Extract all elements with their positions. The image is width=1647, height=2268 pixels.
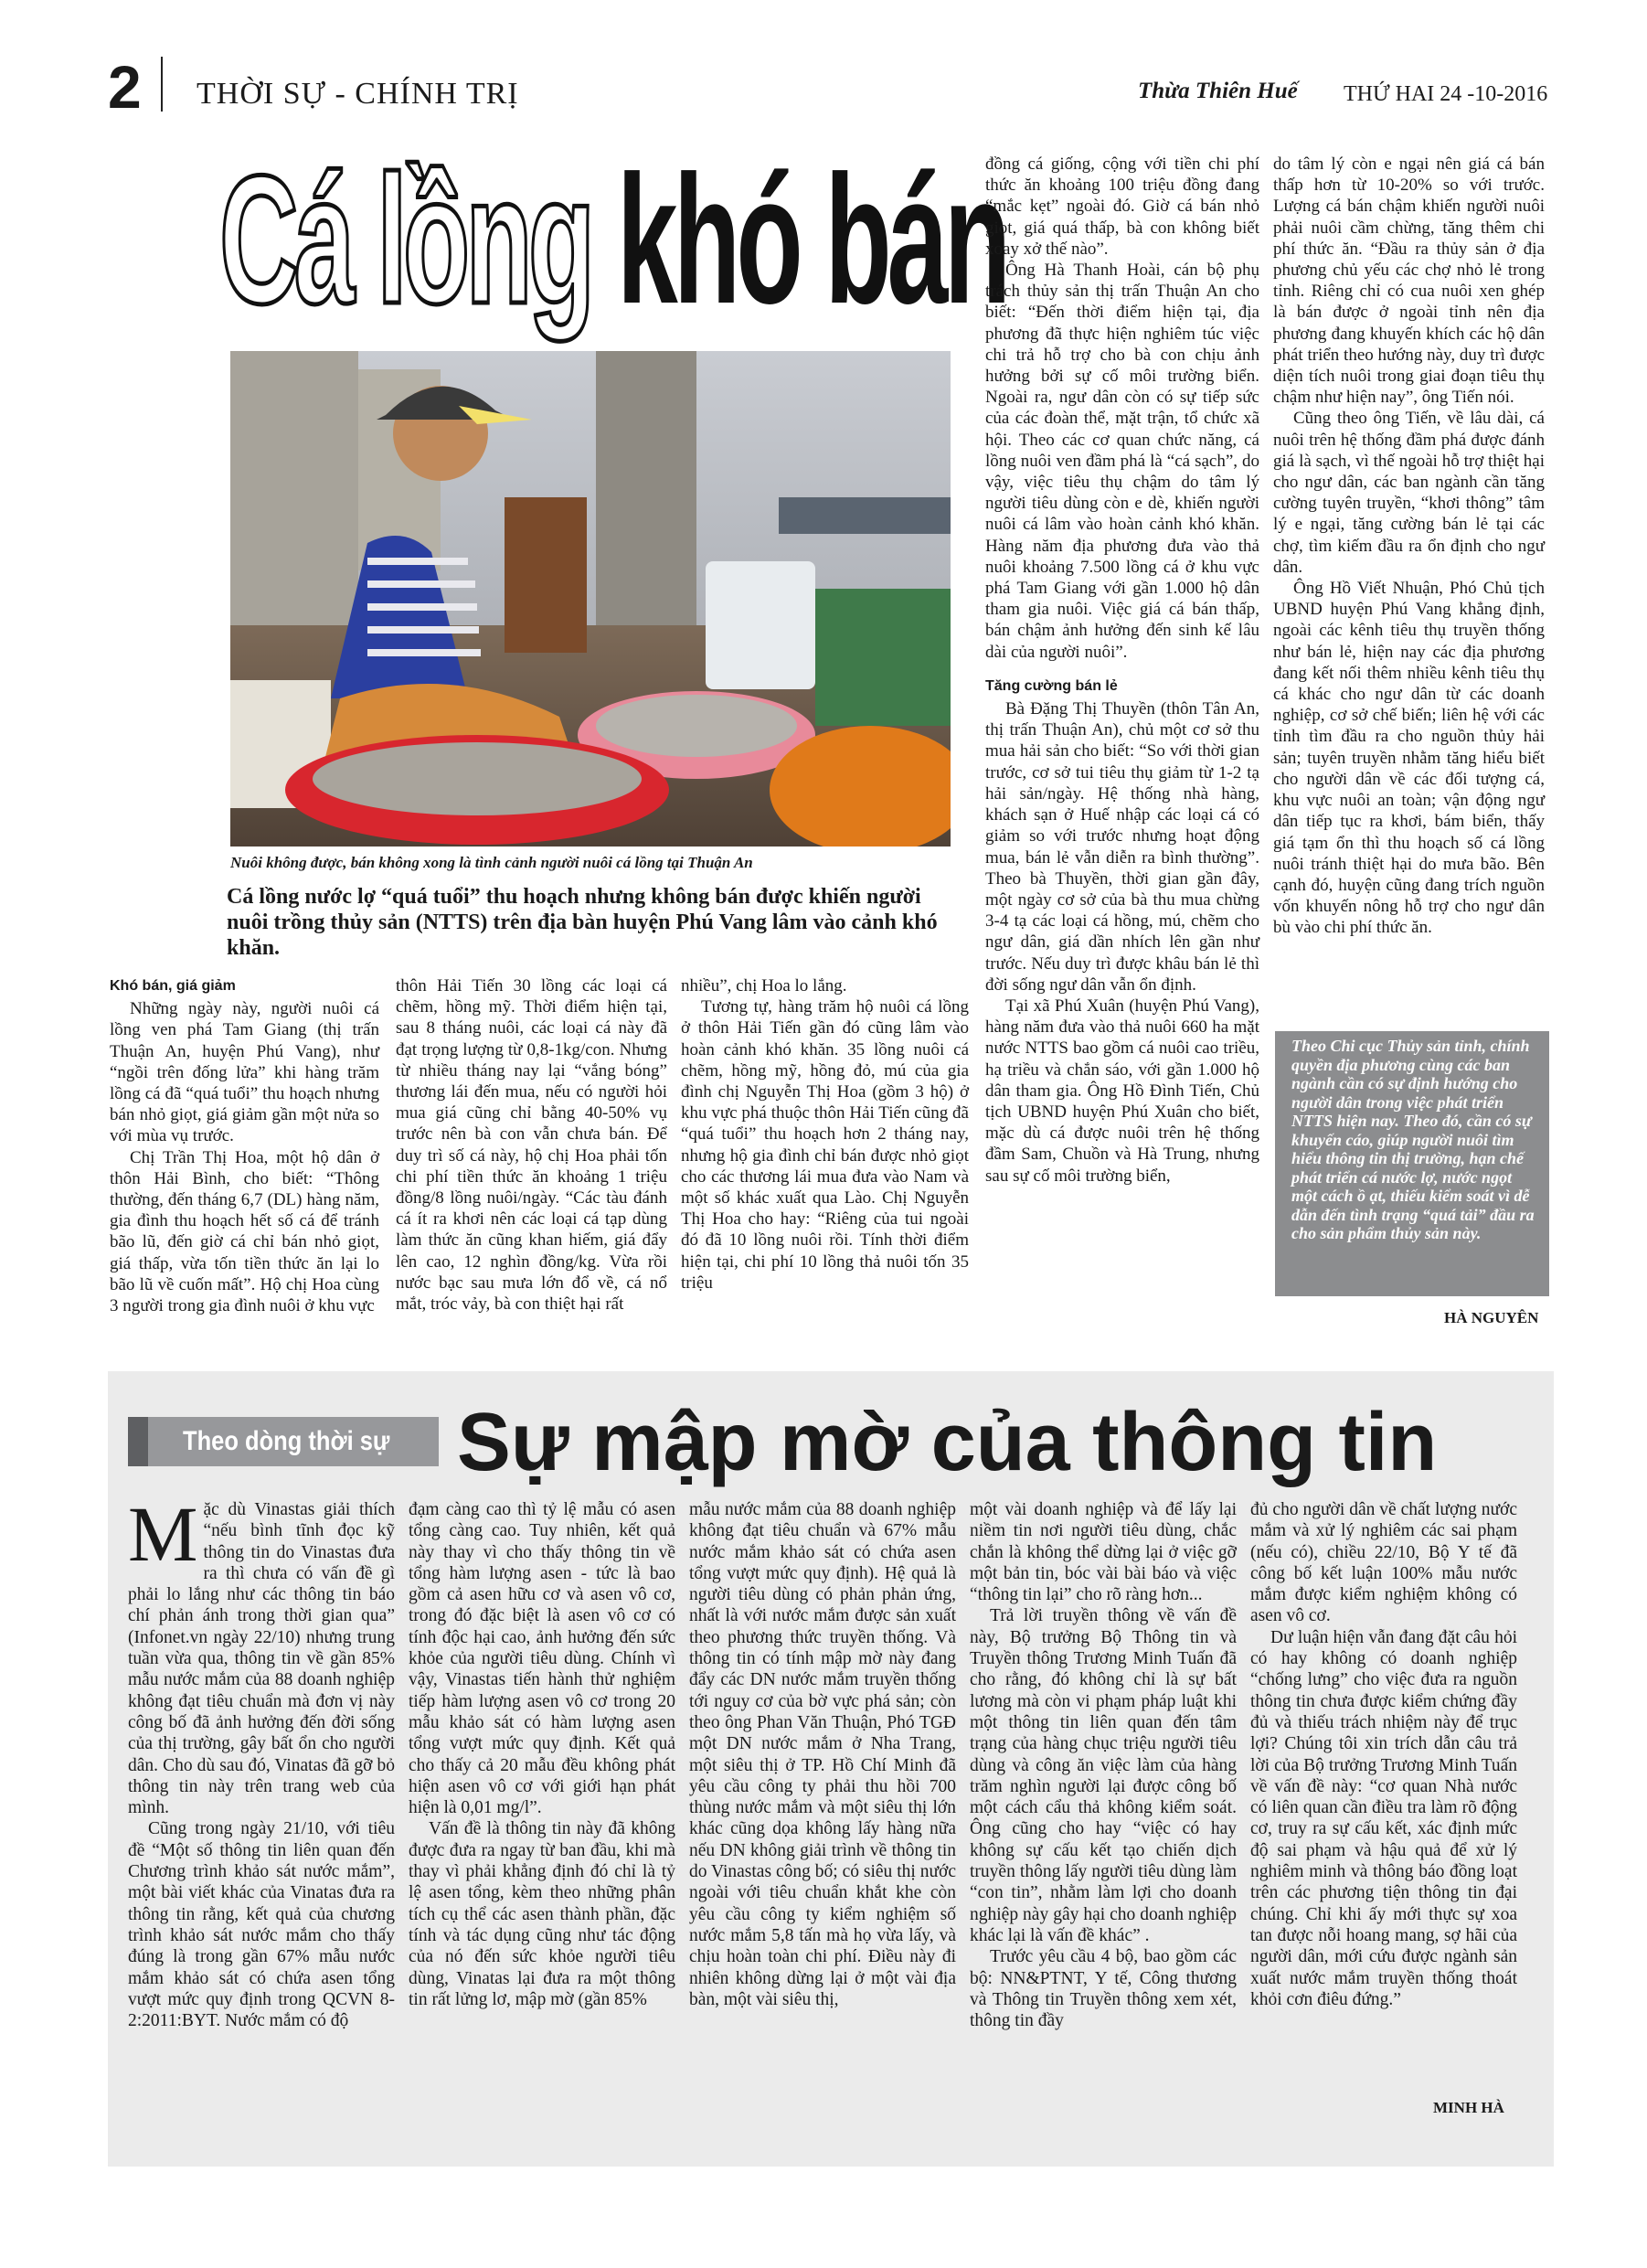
article1-column-2 [396, 975, 667, 1315]
article1-column-1 [110, 975, 379, 1316]
paragraph: đủ cho người dân về chất lượng nước mắm và xử lý nghiêm các sai phạm (nếu có), chiều 22/10, Bộ Y tế đã công bố kết luận 100% mẫu nước mắm được kiểm nghiệm không có asen vô cơ. [1250, 1500, 1517, 1626]
paragraph: đạm càng cao thì tỷ lệ mẫu có asen tổng càng cao. Tuy nhiên, kết quả này thay vì cho thấy thông tin về tổng hàm lượng asen - tức là bao gồm cả asen hữu cơ và asen vô cơ, trong đó đặc biệt là asen vô cơ có tính độc hại cao, ảnh hưởng đến sức khỏe của người tiêu dùng. Chính vì vậy, Vinastas tiến hành thử nghiệm tiếp hàm lượng asen vô cơ trong 20 mẫu khảo sát có hàm lượng asen tổng vượt mức quy định. Kết quả cho thấy cả 20 mẫu đều không phát hiện asen vô cơ với giới hạn phát hiện là 0,01 mg/l”. [409, 1500, 675, 1818]
paragraph: Ông Hồ Viết Nhuận, Phó Chủ tịch UBND huyện Phú Vang khẳng định, ngoài các kênh tiêu thụ truyền thống như bán lẻ, hiện nay các địa phương đang kết nối thêm nhiều kênh tiêu thụ cá khác cho ngư dân từ các doanh nghiệp, cơ sở chế biến; liên hệ với các tỉnh tìm đầu ra cho nguồn thủy hải sản; tuyên truyền nhằm tăng hiểu biết cho người dân về các đối tượng cá, khu vực nuôi an toàn; vận động ngư dân tiếp tục ra khơi, bám biển, thấy giá tạm ổn thì thu hoạch số cá lồng nuôi tránh thiệt hại do mưa bão. Bên cạnh đó, huyện cũng đang trích nguồn vốn khuyến nông hỗ trợ cho ngư dân bù vào chi phí thức ăn. [1273, 579, 1545, 938]
paragraph: Ông Hà Thanh Hoài, cán bộ phụ trách thủy sản thị trấn Thuận An cho biết: “Đến thời điểm hiện tại, địa phương đã thực hiện nghiêm túc việc chi trả hỗ trợ cho bà con chịu ảnh hưởng bởi sự cố môi trường biển. Ngoài ra, ngư dân còn có sự tiếp sức của các đoàn thể, mặt trận, tổ chức xã hội. Theo các cơ quan chức năng, cá lồng nuôi ven đầm phá là “cá sạch”, do vậy, việc tiêu thụ chậm do tâm lý người tiêu dùng còn e dè, khiến người nuôi cá lâm vào hoàn cảnh khó khăn. Hàng năm địa phương đưa vào thả nuôi khoảng 7.500 lồng cá ở khu vực phá Tam Giang với gần 1.000 hộ dân tham gia nuôi. Việc giá cá bán thấp, bán chậm ảnh hưởng đến sinh kế lâu dài của người nuôi”. [985, 261, 1259, 662]
subhead: Khó bán, giá giảm [110, 978, 236, 994]
header-divider [161, 57, 163, 112]
section-title: THỜI SỰ - CHÍNH TRỊ [197, 77, 519, 111]
article2-column-3 [689, 1499, 956, 2010]
title-solid-part: khó bán [590, 138, 1007, 342]
page-number: 2 [108, 53, 142, 121]
article1-author: HÀ NGUYÊN [1444, 1309, 1539, 1326]
paragraph: đồng cá giống, cộng với tiền chi phí thức ăn khoảng 100 triệu đồng đang “mắc kẹt” ngoài đó. Giờ cá bán nhỏ giọt, giá quá thấp, bà con không biết xoay xở thế nào”. [985, 154, 1259, 259]
article2-column-4 [970, 1499, 1237, 2031]
article2-column-1 [128, 1490, 395, 2031]
paragraph: Bà Đặng Thị Thuyền (thôn Tân An, thị trấn Thuận An), chủ một cơ sở thu mua hải sản cho biết: “So với thời gian trước, cơ sở tui tiêu thụ giảm từ 1-2 tạ hải sản/ngày. Hệ thống nhà hàng, khách sạn ở Huế nhập các loại cá có giảm so với trước nhưng hoạt động mua, bán lẻ vẫn diễn ra bình thường”. Theo bà Thuyền, thời gian gần đây, một ngày cơ sở của bà thu mua chừng 3-4 tạ các loại cá hồng, mú, chẽm cho ngư dân, giá dần nhích lên gần như trước. Nếu duy trì được khâu bán lẻ thì đời sống ngư dân vẫn ổn định. [985, 699, 1259, 995]
paragraph: Trước yêu cầu 4 bộ, bao gồm các bộ: NN&PTNT, Y tế, Công thương và Thông tin Truyền thông xem xét, thông tin đầy [970, 1947, 1237, 2031]
article1-sapo: Cá lồng nước lợ “quá tuổi” thu hoạch nhưng không bán được khiến người nuôi trồng thủy sản (NTTS) trên địa bàn huyện Phú Vang lâm vào cảnh khó khăn. [227, 885, 938, 960]
paragraph: mẫu nước mắm của 88 doanh nghiệp không đạt tiêu chuẩn và 67% mẫu nước mắm khảo sát có chứa asen tổng vượt mức quy định). Hệ quả là người tiêu dùng có phản phản ứng, nhất là với nước mắm được sản xuất theo phương thức truyền thống. Và thông tin có tính mập mờ này đang đẩy các DN nước mắm truyền thống tới nguy cơ của bờ vực phá sản; còn theo ông Phan Văn Thuận, Phó TGĐ một DN nước mắm ở Nha Trang, một siêu thị ở TP. Hồ Chí Minh đã yêu cầu công ty phải thu hồi 700 thùng nước mắm và một siêu thị lớn khác cũng dọa không lấy hàng nữa nếu DN không giải trình về thông tin do Vinastas công bố; có siêu thị nước ngoài với tiêu chuẩn khắt khe còn yêu cầu công ty kiểm nghiệm số nước mắm 5,8 tấn mà họ vừa lấy, và chịu hoàn toàn chi phí. Điều này đi nhiên không dừng lại ở một vài địa bàn, một vài siêu thị, [689, 1500, 956, 2009]
paragraph: một vài doanh nghiệp và để lấy lại niềm tin nơi người tiêu dùng, chắc chắn là không thể dừng lại ở việc gỡ một bản tin, bóc vài bài báo và việc “thông tin lại” cho rõ ràng hơn... [970, 1500, 1237, 1605]
info-box [1275, 1031, 1549, 1296]
label-accent [128, 1417, 148, 1466]
subhead: Tăng cường bán lẻ [985, 677, 1118, 694]
paragraph: Những ngày này, người nuôi cá lồng ven phá Tam Giang (thị trấn Thuận An, huyện Phú Vang), như “ngồi trên đống lửa” khi hàng trăm lồng cá đã “quá tuổi” thu hoạch nhưng bán nhỏ giọt, giá giảm gần một nửa so với mùa vụ trước. [110, 999, 379, 1146]
title-outline-part: Cá lồng [219, 138, 591, 342]
paragraph: Chị Trần Thị Hoa, một hộ dân ở thôn Hải Bình, cho biết: “Thông thường, đến tháng 6,7 (DL) hàng năm, gia đình thu hoạch hết số cá để tránh bão lũ, đến giờ cá chỉ bán nhỏ giọt, giá thấp, vừa tốn tiền thức ăn lại lo bão lũ về cuốn mất”. Hộ chị Hoa cùng 3 người trong gia đình nuôi ở khu vực [110, 1147, 379, 1316]
article1-title [219, 138, 1007, 342]
drop-cap: M [128, 1490, 198, 1578]
article2-column-5 [1250, 1499, 1517, 2010]
paragraph: Cũng theo ông Tiến, về lâu dài, cá nuôi trên hệ thống đầm phá được đánh giá là sạch, vì thế ngoài hỗ trợ thiệt hại cho ngư dân, các ban ngành cần tăng cường tuyên truyền, “khơi thông” tâm lý e ngại, tăng cường bán lẻ tại các chợ, tìm kiếm đầu ra ổn định cho ngư dân. [1273, 409, 1545, 577]
paragraph: do tâm lý còn e ngại nên giá cá bán thấp hơn từ 10-20% so với trước. Lượng cá bán chậm khiến người nuôi phải nuôi cầm chừng, tăng thêm chi phí thức ăn. “Đầu ra thủy sản ở địa phương chủ yếu các chợ nhỏ lẻ trong tỉnh. Riêng chỉ có cua nuôi xen ghép là bán được ở ngoài tỉnh nên địa phương đang khuyến khích các hộ dân phát triển theo hướng này, duy trì được diện tích nuôi trong giai đoạn tiêu thụ chậm như hiện nay”, ông Tiến nói. [1273, 154, 1545, 408]
article1-column-3 [681, 975, 969, 1294]
paragraph: nhiều”, chị Hoa lo lắng. [681, 976, 847, 996]
issue-date: THỨ HAI 24 -10-2016 [1344, 82, 1548, 106]
article2-title: Sự mập mờ của thông tin [457, 1397, 1438, 1488]
paragraph: Tại xã Phú Xuân (huyện Phú Vang), hàng năm đưa vào thả nuôi 660 ha mặt nước NTTS bao gồm cá nuôi cao triều, hạ triều và chắn sáo, với gần 1.000 hộ dân tham gia. Ông Hồ Đình Tiến, Chủ tịch UBND huyện Phú Xuân cho biết, mặc dù cá được nuôi trên hệ thống đầm Sam, Chuồn và Hà Trung, nhưng sau sự cố môi trường biển, [985, 996, 1259, 1186]
article2-author: MINH HÀ [1433, 2099, 1504, 2116]
article1-photo [230, 351, 951, 847]
article2-column-2 [409, 1499, 675, 2010]
paragraph: Trả lời truyền thông về vấn đề này, Bộ trưởng Bộ Thông tin và Truyền thông Trương Minh Tuấn đã cho rằng, đó không chỉ là sự bất lương mà còn vi phạm pháp luật khi một thông tin liên quan đến tâm trạng của hàng chục triệu người tiêu dùng và công ăn việc làm của hàng trăm nghìn người lại được công bố một cách cẩu thả không kiểm soát. Ông cũng cho hay “việc có hay không sự cấu kết tạo chiến dịch truyền thông lấy người tiêu dùng làm “con tin”, nhằm làm lợi cho doanh nghiệp này gây hại cho doanh nghiệp khác lại là vấn đề khác” . [970, 1606, 1237, 1945]
column-label-text: Theo dòng thời sự [183, 1426, 390, 1456]
fish-seller-photo-icon [230, 351, 951, 847]
photo-caption: Nuôi không được, bán không xong là tình cảnh người nuôi cá lồng tại Thuận An [230, 854, 753, 871]
info-box-text: Theo Chi cục Thủy sản tỉnh, chính quyền địa phương cùng các ban ngành cần có sự định hướng cho người dân trong việc phát triển NTTS hiện nay. Theo đó, cần có sự khuyến cáo, giúp người nuôi tìm hiểu thông tin thị trường, hạn chế phát triển cá nước lợ, nước ngọt một cách ồ ạt, thiếu kiểm soát vì dễ dẫn đến tình trạng “quá tải” đầu ra cho sản phẩm thủy sản này. [1291, 1037, 1535, 1242]
paragraph: Cũng trong ngày 21/10, với tiêu đề “Một số thông tin liên quan đến Chương trình khảo sát nước mắm”, một bài viết khác của Vinatas đưa ra thông tin rằng, kết quả của chương trình khảo sát nước mắm cho thấy đúng là trong gần 67% mẫu nước mắm khảo sát có chứa asen tổng vượt mức quy định trong QCVN 8-2:2011:BYT. Nước mắm có độ [128, 1819, 395, 2031]
paragraph: Tương tự, hàng trăm hộ nuôi cá lồng ở thôn Hải Tiến gần đó cũng lâm vào hoàn cảnh khó khăn. 35 lồng nuôi cá chẽm, hồng mỹ, hồng đỏ, mú của gia đình chị Nguyễn Thị Hoa (gồm 3 hộ) ở khu vực phá thuộc thôn Hải Tiến cũng đã “quá tuổi” thu hoạch hơn 2 tháng nay, nhưng hộ gia đình chỉ bán được nhỏ giọt cho các thương lái mua đưa vào Nam và một số khác xuất qua Lào. Chị Nguyễn Thị Hoa cho hay: “Riêng của tui ngoài đó đã 10 lồng nuôi rồi. Tính thời điểm hiện tại, chi phí 10 lồng thả nuôi tốn 35 triệu [681, 997, 969, 1293]
paragraph: ặc dù Vinastas giải thích “nếu bình tĩnh đọc kỹ thông tin do Vinastas đưa ra thì chưa có vấn đề gì phải lo lắng như các thông tin báo chí phản ánh trong thời gian qua” (Infonet.vn ngày 22/10) nhưng trung tuần vừa qua, thông tin về gần 85% mẫu nước mắm của 88 doanh nghiệp không đạt tiêu chuẩn mà đơn vị này công bố đã ảnh hưởng đến đời sống của thị trường, gây bất ổn cho người dân. Cho dù sau đó, Vinatas đã gỡ bỏ thông tin này trên trang web của mình. [128, 1500, 395, 1818]
article1-column-5 [1273, 154, 1545, 939]
paper-name: Thừa Thiên Huế [1138, 79, 1298, 103]
paragraph: Dư luận hiện vẫn đang đặt câu hỏi có hay không có doanh nghiệp “chống lưng” cho việc đưa ra nguồn thông tin chưa được kiểm chứng đầy đủ và thiếu trách nhiệm này để trục lợi? Chúng tôi xin trích dẫn câu trả lời của Bộ trưởng Trương Minh Tuấn về vấn đề này: “cơ quan Nhà nước có liên quan cần điều tra làm rõ động cơ, truy ra sự cấu kết, xác định mức độ sai phạm và hậu quả để xử lý nghiêm minh và thông báo đồng loạt trên các phương tiện thông tin đại chúng. Chỉ khi ấy mới thực sự xoa tan được nỗi hoang mang, sợ hãi của người dân, mới cứu được ngành sản xuất nước mắm truyền thống thoát khỏi cơn điêu đứng.” [1250, 1627, 1517, 2009]
column-label [128, 1417, 439, 1466]
article1-column-4 [985, 154, 1259, 1187]
paragraph: Vấn đề là thông tin này đã không được đưa ra ngay từ ban đầu, khi mà thay vì phải khẳng định đó chỉ là tỷ lệ asen tổng, kèm theo những phân tích cụ thể các asen thành phần, đặc tính và tác dụng cũng như tác động của nó đến sức khỏe người tiêu dùng, Vinatas lại đưa ra một thông tin rất lửng lơ, mập mờ (gần 85% [409, 1819, 675, 2009]
paragraph: thôn Hải Tiến 30 lồng các loại cá chẽm, hồng mỹ. Thời điểm hiện tại, sau 8 tháng nuôi, các loại cá này đã đạt trọng lượng từ 0,8-1kg/con. Nhưng từ nhiều tháng nay lại “vắng bóng” thương lái đến mua, nếu có người hỏi mua giá cũng chỉ bằng 40-50% vụ trước nên bà con vẫn chưa bán. Để duy trì số cá này, hộ chị Hoa phải tốn chi phí tiền thức ăn khoảng 1 triệu đồng/8 lồng nuôi/ngày. “Các tàu đánh cá ít ra khơi nên các loại cá tạp dùng làm thức ăn cũng khan hiếm, giá đẩy lên cao, 12 nghìn đồng/kg. Vừa rồi nước bạc sau mưa lớn đổ về, cá nổ mắt, tróc vảy, bà con thiệt hại rất [396, 976, 667, 1315]
